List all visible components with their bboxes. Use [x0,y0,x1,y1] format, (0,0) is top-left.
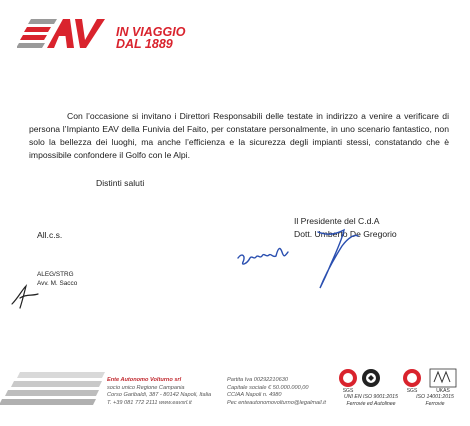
footer-company [107,377,211,407]
ukas-label: UKAS [436,388,450,394]
cert-badges-icon [337,366,397,394]
eav-logo [17,14,109,54]
tagline-line-1: IN VIAGGIO [116,25,186,39]
footer-legal [227,377,326,407]
reference-line-1: ALEG/STRG [37,271,74,278]
enclosures-note: All.c.s. [37,230,63,240]
share-capital: Capitale sociale € 50.000.000,00 [227,384,309,391]
signature-image [232,222,382,292]
sgs-label-2: SGS [406,388,418,394]
cert-badges-icon-2 [400,366,466,394]
cert-2-standard: ISO 14001:2015 [416,394,454,400]
company-contacts: T. +39 081 772 2111 www.eavsrl.it [107,399,192,406]
sgs-label: SGS [342,388,354,394]
company-name: Ente Autonomo Volturno srl [107,377,182,383]
cert-caption-1 [338,394,404,408]
closing-salutation: Distinti saluti [96,178,145,188]
cert-2-scope: Ferrovie [425,401,445,407]
body-paragraph: Con l’occasione si invitano i Direttori Responsabili delle testate in indirizzo a venire a verificare di persona l’Impianto EAV della Funivia del Faito, per constatare personalmente, in uno scenario fantastico, non solo la bellezza dei luoghi, ma anche l’efficienza e la sicurezza degli impianti stessi, constatando che è impossibile confondere il Golfo con le Alpi. [29,111,449,160]
company-owner: socio unico Regione Campania [107,384,185,391]
vat-number: Partita Iva 00292210630 [227,377,288,383]
reference-line-2: Avv. M. Sacco [37,280,78,287]
signatory-name: Dott. Umberto De Gregorio [294,229,397,239]
cert-caption-2 [404,394,466,408]
letter-body [29,110,449,162]
logo-tagline [116,26,185,50]
company-address: Corso Garibaldi, 387 - 80142 Napoli, Italia [107,392,212,399]
tagline-line-2: DAL 1889 [116,37,173,51]
footer-stripes [0,372,105,412]
rea-number: CCIAA Napoli n. 4980 [227,392,282,399]
pec-address: Pec enteautonomovolturno@legalmail.it [227,399,326,406]
reference-initials [37,270,77,288]
cert-1-scope: Ferrovie ed Autolinee [346,401,396,407]
signatory-role: Il Presidente del C.d.A [294,216,380,226]
cert-1-standard: UNI EN ISO 9001:2015 [344,394,398,400]
